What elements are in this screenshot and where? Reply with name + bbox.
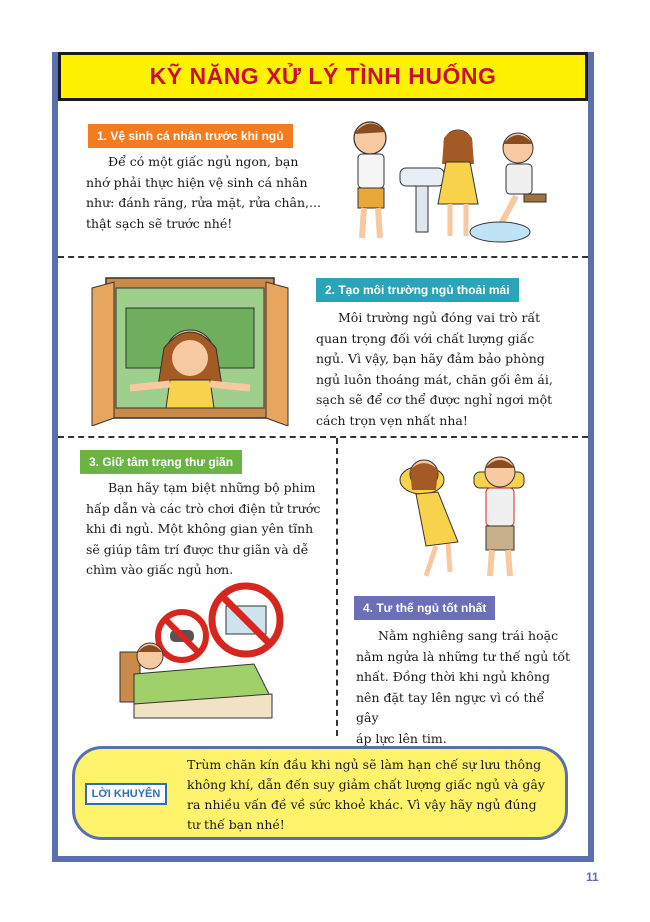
section-2-line: Môi trường ngủ đóng vai trò rất — [338, 310, 541, 325]
section-4-line: nên đặt tay lên ngực vì có thể gây — [356, 689, 545, 725]
section-4-line: Nằm nghiêng sang trái hoặc — [378, 628, 559, 643]
sleeping-kids-illustration — [392, 446, 542, 582]
section-1-line: thật sạch sẽ trước nhé! — [86, 215, 233, 231]
section-3-line: khi đi ngủ. Một không gian yên tĩnh — [86, 521, 314, 536]
advice-box — [72, 746, 568, 840]
section-4-text — [356, 626, 570, 749]
section-4-tag: 4. Tư thế ngủ tốt nhất — [354, 596, 495, 620]
section-2-line: sạch sẽ để cơ thể được nghỉ ngơi một — [316, 392, 553, 407]
advice-line: Trùm chăn kín đầu khi ngủ sẽ làm hạn chế sự lưu thông — [187, 757, 542, 772]
section-4-line: nằm ngửa là những tư thế ngủ tốt — [356, 648, 571, 664]
section-2-tag: 2. Tạo môi trường ngủ thoải mái — [316, 278, 519, 302]
section-1-line: như: đánh răng, rửa mặt, rửa chân,... — [86, 195, 321, 210]
section-1-line: nhớ phải thực hiện vệ sinh cá nhân — [86, 174, 308, 190]
section-3-tag: 3. Giữ tâm trạng thư giãn — [80, 450, 242, 474]
section-2-line: cách trọn vẹn nhất nha! — [316, 412, 468, 428]
section-3-line: sẽ giúp tâm trí được thư giãn và dễ — [86, 541, 309, 557]
bedroom-window-illustration — [86, 268, 294, 426]
page-title: KỸ NĂNG XỬ LÝ TÌNH HUỐNG — [149, 63, 497, 89]
hygiene-illustration — [340, 108, 552, 250]
advice-line: ra nhiều vấn đề về sức khoẻ khác. Vì vậy hãy ngủ đúng — [187, 797, 537, 812]
advice-text — [187, 755, 557, 835]
section-3-line: chìm vào giấc ngủ hơn. — [86, 562, 234, 577]
advice-label: LỜI KHUYÊN — [85, 783, 167, 805]
section-4-line: áp lực lên tim. — [356, 730, 447, 746]
section-4-line: nhất. Đồng thời khi ngủ không — [356, 669, 550, 684]
section-1-tag: 1. Vệ sinh cá nhân trước khi ngủ — [88, 124, 293, 148]
section-3-line: Bạn hãy tạm biệt những bộ phim — [108, 480, 316, 495]
no-devices-illustration — [104, 580, 304, 722]
advice-line: tư thế bạn nhé! — [187, 817, 285, 832]
section-1-line: Để có một giấc ngủ ngon, bạn — [108, 154, 299, 169]
advice-line: không khí, dẫn đến suy giảm chất lượng giấc ngủ và gây — [187, 777, 545, 792]
section-2-line: ngủ. Vì vậy, bạn hãy đảm bảo phòng — [316, 351, 545, 366]
divider — [58, 436, 588, 438]
section-2-line: ngủ luôn thoáng mát, chăn gối êm ái, — [316, 371, 553, 387]
page-title-bar — [58, 52, 588, 101]
divider-vertical — [336, 438, 338, 736]
section-2-line: quan trọng đối với chất lượng giấc — [316, 330, 535, 346]
divider — [58, 256, 588, 258]
section-3-text — [86, 478, 332, 581]
section-1-text — [86, 152, 346, 234]
section-3-line: hấp dẫn và các trò chơi điện tử trước — [86, 500, 321, 516]
page-number: 11 — [586, 870, 599, 884]
section-2-text — [316, 308, 568, 431]
